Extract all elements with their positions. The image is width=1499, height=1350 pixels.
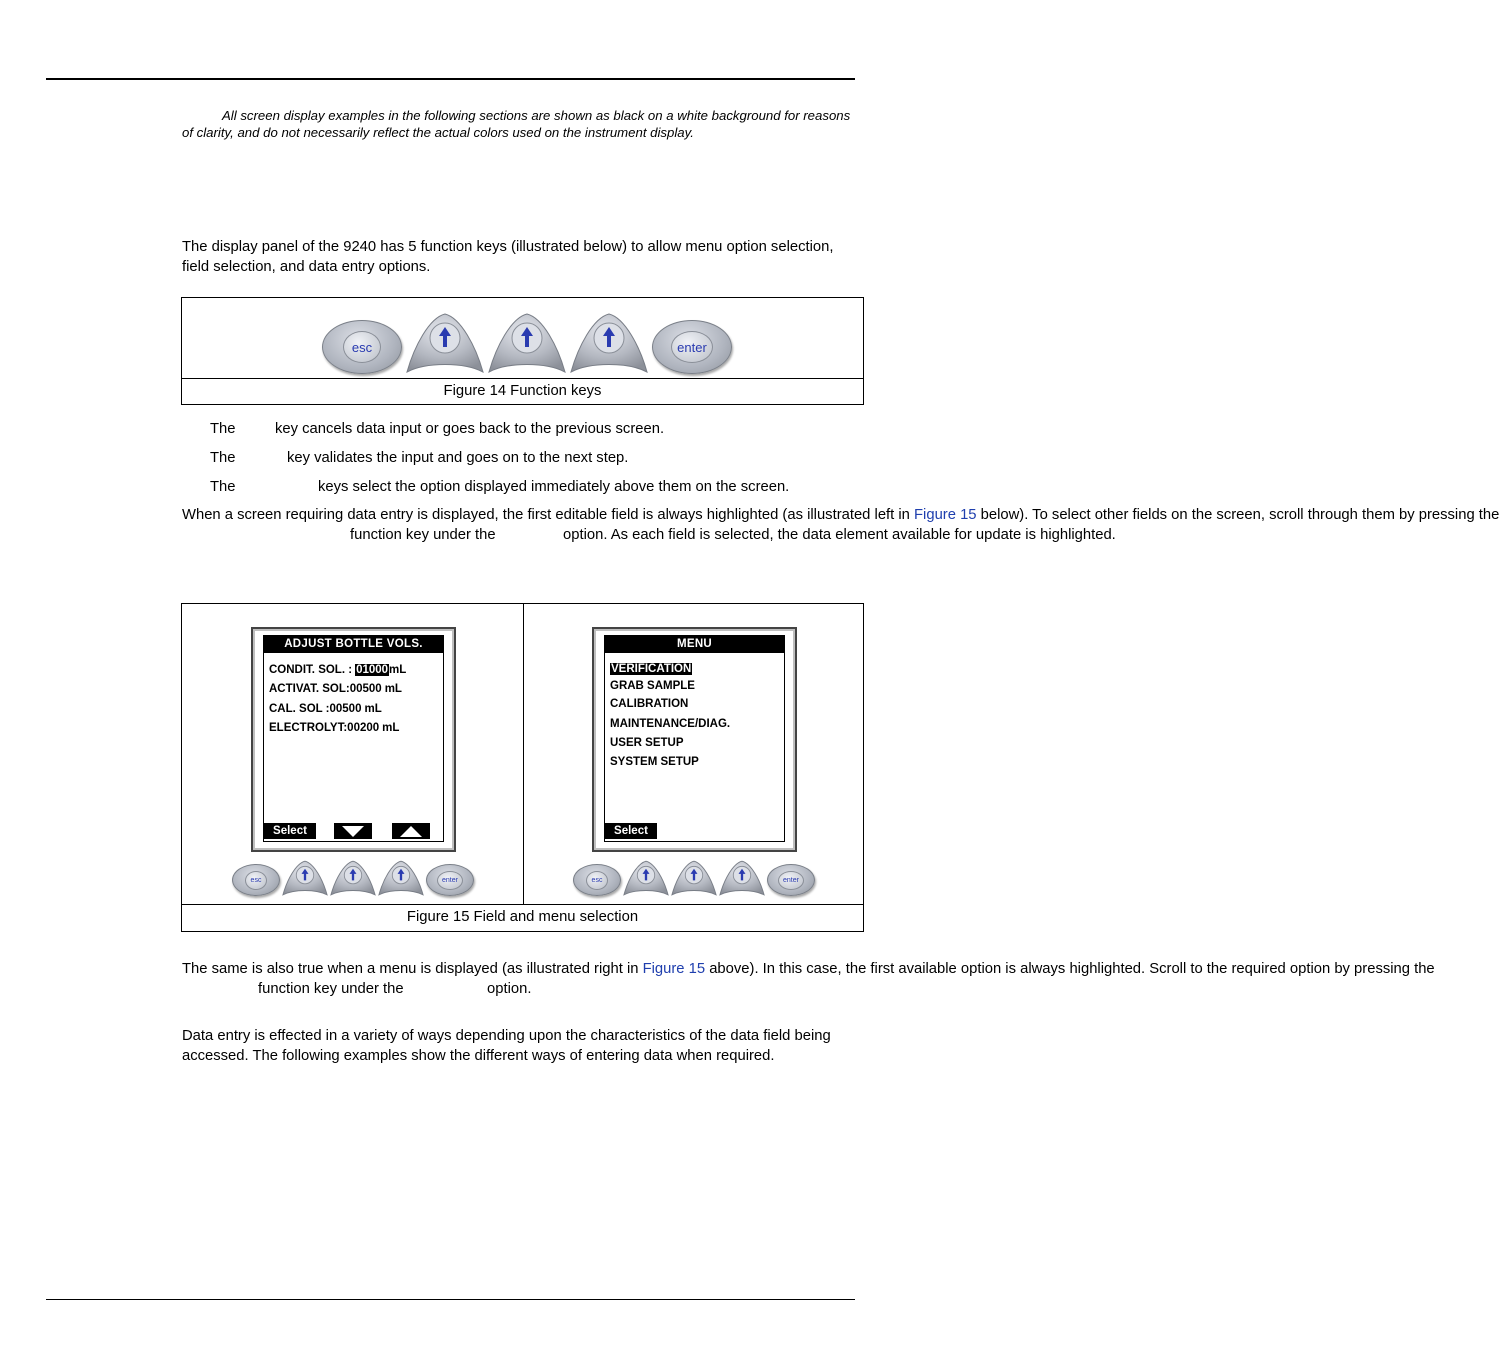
screen-title: ADJUST BOTTLE VOLS. [264, 636, 443, 653]
function-keys-row [322, 312, 732, 374]
down-arrow-softkey[interactable] [334, 823, 372, 839]
select-softkey[interactable]: Select [264, 823, 316, 839]
enter-key-icon: enter [652, 320, 732, 374]
up-arrow-key-icon [486, 312, 568, 374]
left-function-keys [232, 860, 474, 896]
esc-key-icon: esc [322, 320, 402, 374]
field-row: CONDIT. SOL. : 01000mL [269, 664, 407, 676]
highlighted-field[interactable]: 01000 [356, 664, 389, 676]
figure-14 [181, 297, 864, 405]
enter-key-icon: enter [767, 864, 815, 896]
field-row: CAL. SOL :00500 mL [269, 703, 382, 715]
select-softkey[interactable]: Select [605, 823, 657, 839]
figure-15-link[interactable]: Figure 15 [642, 961, 706, 977]
menu-item[interactable]: CALIBRATION [610, 698, 689, 710]
arrow-keys-description: The keys select the option displayed immediately above them on the screen. [210, 479, 790, 495]
up-arrow-key-icon [670, 860, 718, 896]
esc-key-icon: esc [573, 864, 621, 896]
up-arrow-key-icon [377, 860, 425, 896]
menu-item[interactable]: GRAB SAMPLE [610, 680, 695, 692]
up-arrow-key-icon [622, 860, 670, 896]
intro-paragraph: The display panel of the 9240 has 5 function keys (illustrated below) to allow menu option selection, field selection, and data entry options. [182, 239, 834, 275]
down-arrow-icon [334, 823, 372, 839]
screen-title: MENU [605, 636, 784, 653]
field-row: ACTIVAT. SOL:00500 mL [269, 683, 402, 695]
up-arrow-key-icon [718, 860, 766, 896]
figure-15 [181, 603, 864, 932]
figure-15-link[interactable]: Figure 15 [914, 507, 977, 523]
menu-selection-paragraph: The same is also true when a menu is displayed (as illustrated right in Figure 15 above). In this case, the first available option is always highlighted. Scroll to the required option by pressing the function key under the option. [182, 961, 1435, 997]
up-arrow-key-icon [329, 860, 377, 896]
esc-key-description: The key cancels data input or goes back to the previous screen. [210, 421, 665, 437]
menu-item[interactable]: MAINTENANCE/DIAG. [610, 718, 731, 730]
menu-item[interactable]: USER SETUP [610, 737, 684, 749]
up-triangle-icon [392, 823, 430, 839]
figure-15-caption: Figure 15 Field and menu selection [182, 904, 863, 931]
field-row: ELECTROLYT:00200 mL [269, 722, 400, 734]
menu-item[interactable]: VERIFICATION [611, 663, 692, 675]
field-selection-paragraph: When a screen requiring data entry is displayed, the first editable field is always highlighted (as illustrated left in Figure 15 below). To select other fields on the screen, scroll through them by pressing the function key under the option. As each field is selected, the data element available for update is highlighted. [182, 507, 1499, 543]
menu-item[interactable]: SYSTEM SETUP [610, 756, 699, 768]
up-arrow-key-icon [281, 860, 329, 896]
header-rule [46, 78, 855, 80]
esc-key-icon: esc [232, 864, 280, 896]
figure-14-caption: Figure 14 Function keys [182, 378, 863, 404]
menu-screen [592, 627, 797, 852]
adjust-bottle-vols-screen [251, 627, 456, 852]
enter-key-icon: enter [426, 864, 474, 896]
up-arrow-softkey[interactable] [392, 823, 430, 839]
footer-rule [46, 1299, 855, 1300]
right-function-keys [573, 860, 815, 896]
up-arrow-key-icon [404, 312, 486, 374]
up-arrow-key-icon [568, 312, 650, 374]
display-note: All screen display examples in the following sections are shown as black on a white background for reasons of clarity, and do not necessarily reflect the actual colors used on the instrument display. [182, 108, 851, 140]
enter-key-description: The key validates the input and goes on to the next step. [210, 450, 629, 466]
data-entry-paragraph: Data entry is effected in a variety of ways depending upon the characteristics of the data field being accessed. The following examples show the different ways of entering data when required. [182, 1028, 831, 1064]
